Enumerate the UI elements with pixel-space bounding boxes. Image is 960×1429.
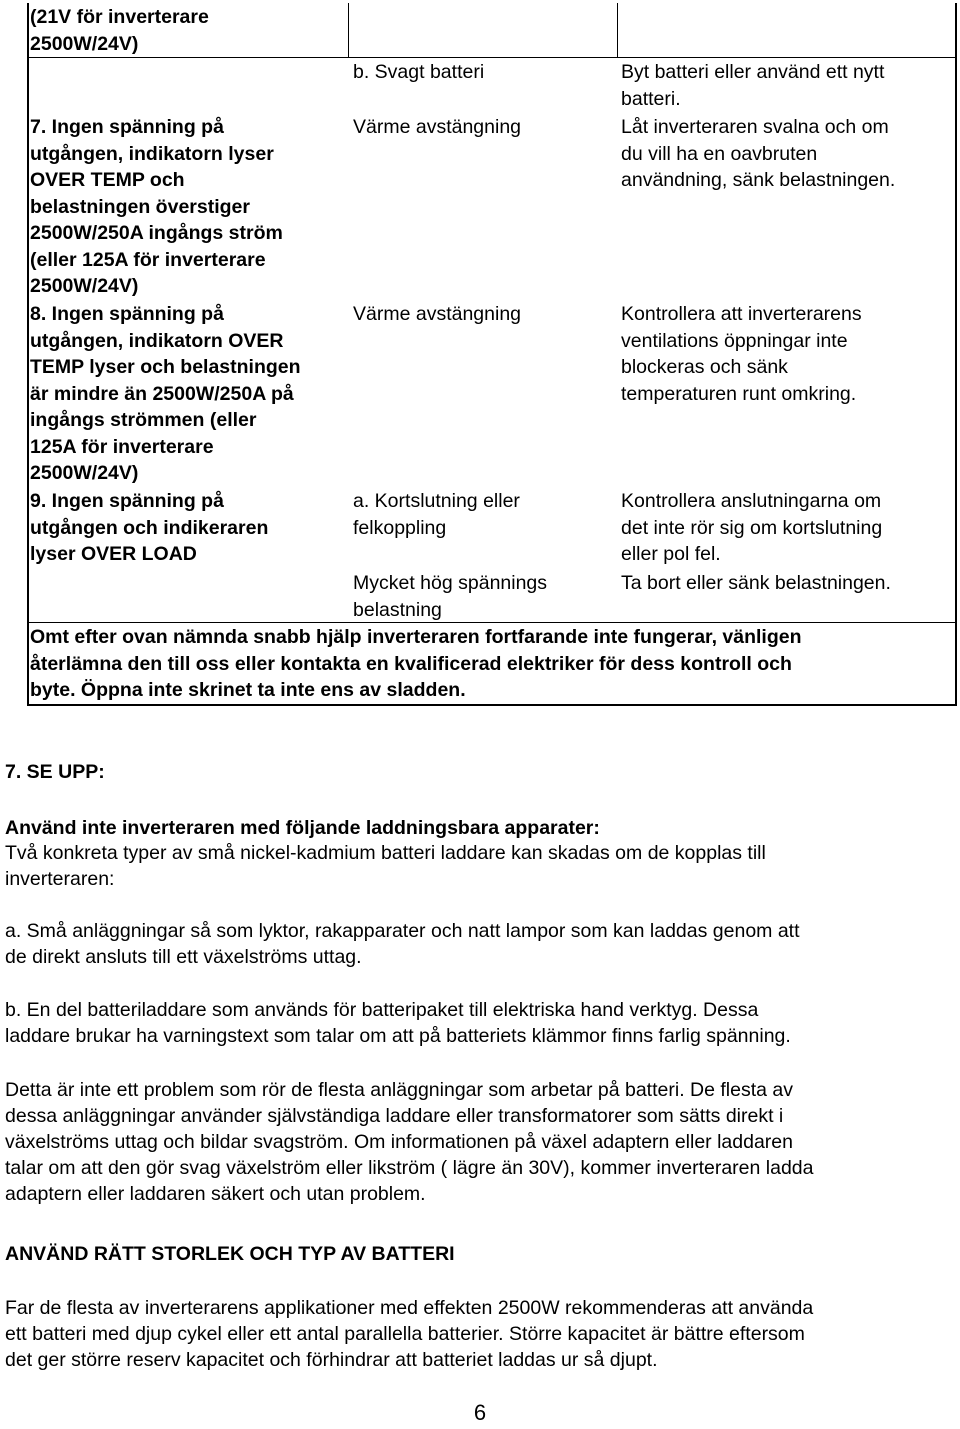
table-row-divider <box>27 57 956 58</box>
table-r5-solution: Ta bort eller sänk belastningen. <box>621 572 891 594</box>
table-r3-solution: Kontrollera att inverterarens ventilations öppningar inte blockeras och sänk temperaturen runt omkring. <box>621 303 862 405</box>
section-intro: Två konkreta typer av små nickel-kadmium batteri laddare kan skadas om de kopplas till inverteraren: <box>5 842 766 890</box>
table-r2-solution: Låt inverteraren svalna och om du vill ha en oavbruten användning, sänk belastningen. <box>621 116 896 191</box>
section-paragraph: Detta är inte ett problem som rör de flesta anläggningar som arbetar på batteri. De flesta av dessa anläggningar använder självständiga laddare eller transformatorer som sätts direkt i växelströms uttag och bildar svagström. Om informationen på växel adaptern eller laddaren talar om att den gör svag växelström eller likström ( lägre än 30V), kommer inverteraren ladda adaptern eller laddaren säkert och utan problem. <box>5 1079 814 1205</box>
table-r2-problem: 7. Ingen spänning på utgången, indikatorn lyser OVER TEMP och belastningen överstiger 2500W/250A ingångs ström (eller 125A för inverterare 2500W/24V) <box>30 116 283 297</box>
table-r1-solution: Byt batteri eller använd ett nytt batteri. <box>621 61 885 110</box>
section-subheading: Använd inte inverteraren med följande laddningsbara apparater: <box>5 817 600 839</box>
table-r1-cause: b. Svagt batteri <box>353 61 485 83</box>
table-border-left <box>27 3 29 706</box>
section-item-b: b. En del batteriladdare som används för batteripaket till elektriska hand verktyg. Dessa laddare brukar ha varningstext som talar om att på batteriets klämmor finns farlig spänning. <box>5 999 791 1047</box>
table-bottom-border <box>27 704 957 706</box>
table-r3-problem: 8. Ingen spänning på utgången, indikatorn OVER TEMP lyser och belastningen är mindre än 2500W/250A på ingångs strömmen (eller 125A för inverterare 2500W/24V) <box>30 303 301 484</box>
section-item-a: a. Små anläggningar så som lyktor, rakapparater och natt lampor som kan laddas genom att de direkt ansluts till ett växelströms uttag. <box>5 920 800 968</box>
table-r2-cause: Värme avstängning <box>353 116 522 138</box>
table-continued-problem: (21V för inverterare 2500W/24V) <box>30 6 209 55</box>
table-r4-problem: 9. Ingen spänning på utgången och indikeraren lyser OVER LOAD <box>30 490 269 565</box>
table-r4-solution: Kontrollera anslutningarna om det inte rör sig om kortslutning eller pol fel. <box>621 490 883 565</box>
table-r3-cause: Värme avstängning <box>353 303 522 325</box>
table-r5-cause: Mycket hög spännings belastning <box>353 572 548 621</box>
battery-paragraph: Far de flesta av inverterarens applikationer med effekten 2500W rekommenderas att använda ett batteri med djup cykel eller ett antal parallella batterier. Större kapacitet är bättre eftersom det ger större reserv kapacitet och förhindrar att batteriet laddas ur så djupt. <box>5 1297 814 1371</box>
battery-heading: ANVÄND RÄTT STORLEK OCH TYP AV BATTERI <box>5 1243 455 1265</box>
table-col-divider-2 <box>617 3 618 58</box>
table-border-right <box>955 3 957 706</box>
page-number: 6 <box>473 1400 487 1425</box>
table-note: Omt efter ovan nämnda snabb hjälp inverteraren fortfarande inte fungerar, vänligen återlämna den till oss eller kontakta en kvalificerad elektriker för dess kontroll och byte. Öppna inte skrinet ta inte ens av sladden. <box>30 626 802 701</box>
table-r4-cause: a. Kortslutning eller felkoppling <box>353 490 520 539</box>
section-heading: 7. SE UPP: <box>5 761 105 783</box>
table-col-divider-1 <box>348 3 349 58</box>
